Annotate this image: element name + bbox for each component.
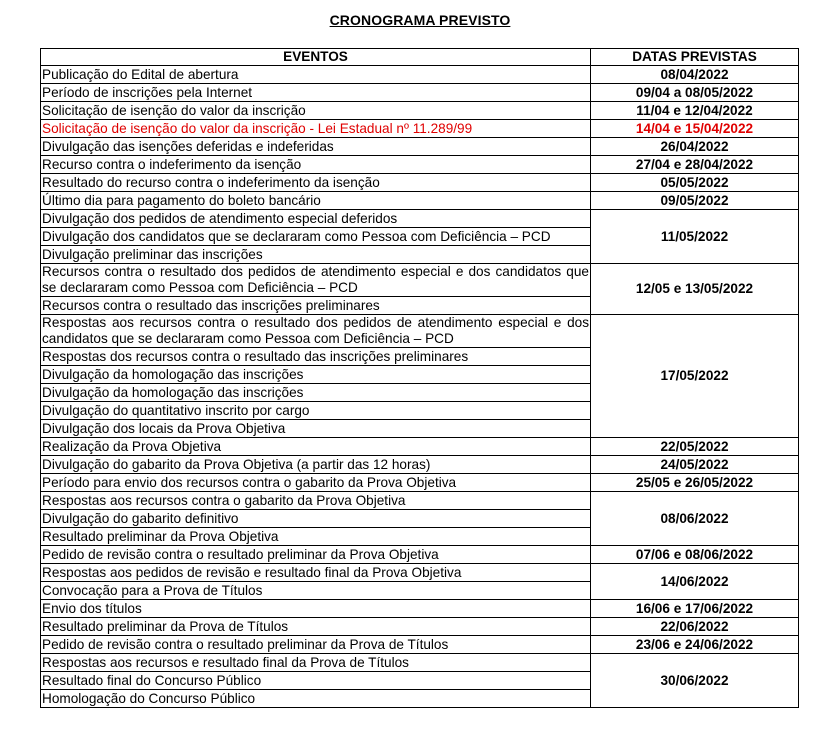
event-cell: Envio dos títulos bbox=[41, 600, 591, 618]
event-cell: Homologação do Concurso Público bbox=[41, 690, 591, 708]
event-cell: Recursos contra o resultado dos pedidos de atendimento especial e dos candidatos que se declararam como Pessoa com Deficiência – PCD bbox=[42, 264, 589, 295]
table-row bbox=[41, 456, 799, 474]
document-title: CRONOGRAMA PREVISTO bbox=[329, 12, 511, 28]
date-cell: 08/06/2022 bbox=[591, 492, 799, 546]
dates-column-header: DATAS PREVISTAS bbox=[591, 49, 799, 66]
date-cell: 27/04 e 28/04/2022 bbox=[591, 156, 799, 174]
table-row bbox=[41, 174, 799, 192]
date-cell: 30/06/2022 bbox=[591, 654, 799, 708]
event-cell: Divulgação da homologação das inscrições bbox=[41, 384, 591, 402]
event-cell: Solicitação de isenção do valor da inscrição - Lei Estadual nº 11.289/99 bbox=[41, 120, 591, 138]
event-cell: Respostas aos recursos contra o resultado dos pedidos de atendimento especial e dos candidatos que se declararam como Pessoa com Deficiência – PCD bbox=[42, 315, 589, 346]
event-cell: Divulgação dos pedidos de atendimento especial deferidos bbox=[41, 210, 591, 228]
event-cell: Divulgação preliminar das inscrições bbox=[41, 246, 591, 264]
event-cell: Resultado do recurso contra o indeferimento da isenção bbox=[41, 174, 591, 192]
header-row bbox=[41, 49, 799, 66]
event-cell: Divulgação das isenções deferidas e indeferidas bbox=[41, 138, 591, 156]
date-cell: 12/05 e 13/05/2022 bbox=[591, 264, 799, 315]
event-cell: Respostas aos recursos e resultado final da Prova de Títulos bbox=[41, 654, 591, 672]
date-cell: 17/05/2022 bbox=[591, 315, 799, 438]
event-cell: Recursos contra o resultado das inscrições preliminares bbox=[41, 297, 591, 315]
event-cell: Divulgação do quantitativo inscrito por cargo bbox=[41, 402, 591, 420]
date-cell: 16/06 e 17/06/2022 bbox=[591, 600, 799, 618]
table-row bbox=[41, 600, 799, 618]
date-cell: 09/05/2022 bbox=[591, 192, 799, 210]
event-cell: Recurso contra o indeferimento da isenção bbox=[41, 156, 591, 174]
events-column-header: EVENTOS bbox=[41, 49, 591, 66]
event-cell: Resultado final do Concurso Público bbox=[41, 672, 591, 690]
date-cell: 11/04 e 12/04/2022 bbox=[591, 102, 799, 120]
date-cell: 25/05 e 26/05/2022 bbox=[591, 474, 799, 492]
table-row bbox=[41, 138, 799, 156]
schedule-body bbox=[41, 66, 799, 708]
event-cell: Divulgação da homologação das inscrições bbox=[41, 366, 591, 384]
event-cell: Resultado preliminar da Prova de Títulos bbox=[41, 618, 591, 636]
table-row bbox=[41, 120, 799, 138]
schedule-table bbox=[40, 48, 799, 708]
table-row bbox=[41, 66, 799, 84]
date-cell: 08/04/2022 bbox=[591, 66, 799, 84]
date-cell: 14/04 e 15/04/2022 bbox=[591, 120, 799, 138]
table-row bbox=[41, 84, 799, 102]
event-cell: Divulgação dos candidatos que se declararam como Pessoa com Deficiência – PCD bbox=[41, 228, 591, 246]
table-row bbox=[41, 192, 799, 210]
date-cell: 22/05/2022 bbox=[591, 438, 799, 456]
event-cell: Publicação do Edital de abertura bbox=[41, 66, 591, 84]
table-row bbox=[41, 654, 799, 672]
table-row bbox=[41, 156, 799, 174]
event-cell: Pedido de revisão contra o resultado preliminar da Prova Objetiva bbox=[41, 546, 591, 564]
table-row bbox=[41, 636, 799, 654]
table-row bbox=[41, 264, 799, 297]
event-cell: Divulgação do gabarito definitivo bbox=[41, 510, 591, 528]
table-row bbox=[41, 210, 799, 228]
date-cell: 11/05/2022 bbox=[591, 210, 799, 264]
table-row bbox=[41, 618, 799, 636]
table-row bbox=[41, 564, 799, 582]
table-row bbox=[41, 546, 799, 564]
event-cell: Solicitação de isenção do valor da inscrição bbox=[41, 102, 591, 120]
date-cell: 24/05/2022 bbox=[591, 456, 799, 474]
event-cell: Divulgação dos locais da Prova Objetiva bbox=[41, 420, 591, 438]
date-cell: 23/06 e 24/06/2022 bbox=[591, 636, 799, 654]
event-cell: Realização da Prova Objetiva bbox=[41, 438, 591, 456]
table-row bbox=[41, 492, 799, 510]
table-row bbox=[41, 102, 799, 120]
date-cell: 07/06 e 08/06/2022 bbox=[591, 546, 799, 564]
event-cell: Respostas aos pedidos de revisão e resultado final da Prova Objetiva bbox=[41, 564, 591, 582]
event-cell: Divulgação do gabarito da Prova Objetiva (a partir das 12 horas) bbox=[41, 456, 591, 474]
date-cell: 14/06/2022 bbox=[591, 564, 799, 600]
event-cell: Período de inscrições pela Internet bbox=[41, 84, 591, 102]
table-row bbox=[41, 315, 799, 348]
event-cell: Último dia para pagamento do boleto bancário bbox=[41, 192, 591, 210]
table-row bbox=[41, 438, 799, 456]
table-row bbox=[41, 474, 799, 492]
event-cell: Pedido de revisão contra o resultado preliminar da Prova de Títulos bbox=[41, 636, 591, 654]
date-cell: 26/04/2022 bbox=[591, 138, 799, 156]
date-cell: 09/04 a 08/05/2022 bbox=[591, 84, 799, 102]
event-cell: Respostas aos recursos contra o gabarito da Prova Objetiva bbox=[41, 492, 591, 510]
event-cell: Período para envio dos recursos contra o gabarito da Prova Objetiva bbox=[41, 474, 591, 492]
event-cell: Convocação para a Prova de Títulos bbox=[41, 582, 591, 600]
date-cell: 22/06/2022 bbox=[591, 618, 799, 636]
event-cell: Resultado preliminar da Prova Objetiva bbox=[41, 528, 591, 546]
date-cell: 05/05/2022 bbox=[591, 174, 799, 192]
event-cell: Respostas dos recursos contra o resultado das inscrições preliminares bbox=[41, 348, 591, 366]
